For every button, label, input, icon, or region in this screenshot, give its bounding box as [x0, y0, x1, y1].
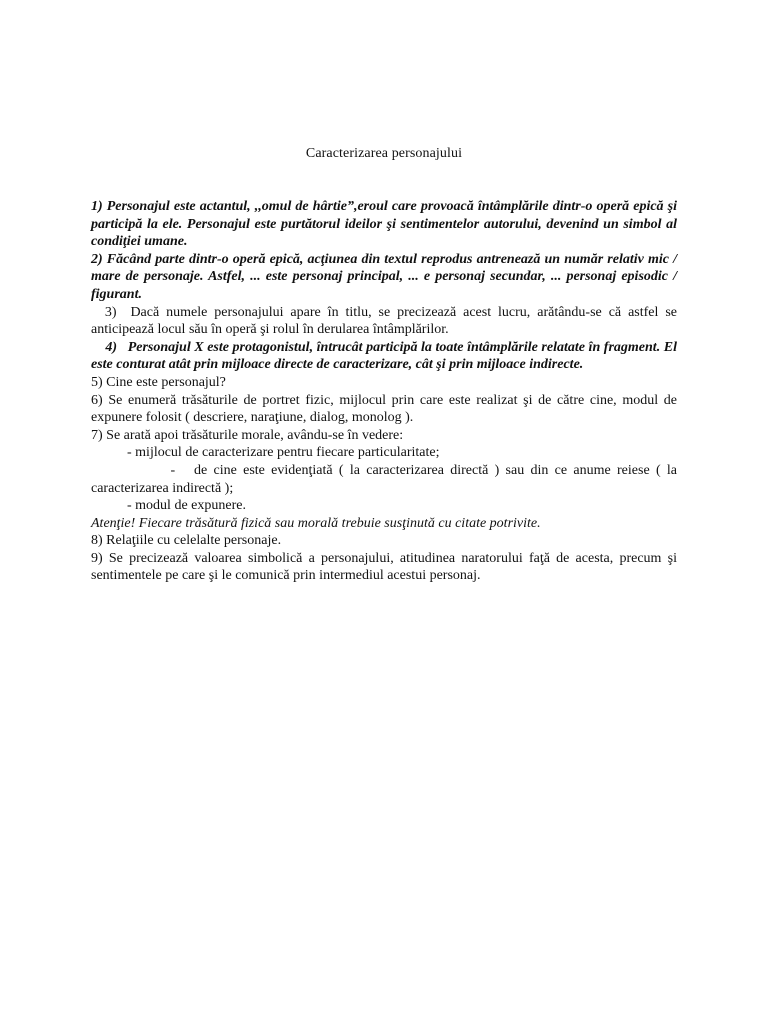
paragraph-3: 3) Dacă numele personajului apare în titlu, se precizează acest lucru, arătându-se că astfel se anticipează locul său în operă şi rolul în derularea întâmplărilor. [91, 304, 681, 338]
note-attention: Atenţie! Fiecare trăsătură fizică sau morală trebuie susţinută cu citate potrivite. [91, 515, 541, 531]
paragraph-8: 8) Relaţiile cu celelalte personaje. [91, 533, 282, 549]
paragraph-4: 4) Personajul X este protagonistul, întrucât participă la toate întâmplările relatate în fragment. El este conturat atât prin mijloace directe de caracterizare, cât şi prin mijloace indirecte. [91, 339, 681, 373]
paragraph-2: 2) Făcând parte dintr-o operă epică, acţiunea din textul reprodus antrenează un număr relativ mic / mare de personaje. Astfel, ... este personaj principal, ... e personaj secundar, ... personaj episodic / figurant. [91, 251, 677, 302]
page-title: Caracterizarea personajului [305, 146, 463, 161]
paragraph-1: 1) Personajul este actantul, ,,omul de hârtie”,eroul care provoacă întâmplările dintr-o operă epică şi participă la ele. Personajul este purtătorul ideilor şi sentimentelor autorului, devenind un simbol al condiţiei umane. [91, 199, 677, 250]
paragraph-9: 9) Se precizează valoarea simbolică a personajului, atitudinea naratorului faţă de acesta, precum şi sentimentele pe care şi le comunică prin intermediul acestui personaj. [91, 550, 677, 584]
list-item-7b: - de cine este evidenţiată ( la caracterizarea directă ) sau din ce anume reiese ( la caracterizarea indirectă ); [91, 462, 681, 496]
document-body [91, 198, 681, 585]
list-item-7a: - mijlocul de caracterizare pentru fiecare particularitate; [127, 445, 440, 461]
paragraph-5: 5) Cine este personajul? [91, 374, 226, 390]
list-item-7c: - modul de expunere. [127, 498, 246, 514]
paragraph-6: 6) Se enumeră trăsăturile de portret fizic, mijlocul prin care este realizat şi de către cine, modul de expunere folosit ( descriere, naraţiune, dialog, monolog ). [91, 392, 677, 426]
paragraph-7: 7) Se arată apoi trăsăturile morale, avându-se în vedere: [91, 427, 404, 443]
